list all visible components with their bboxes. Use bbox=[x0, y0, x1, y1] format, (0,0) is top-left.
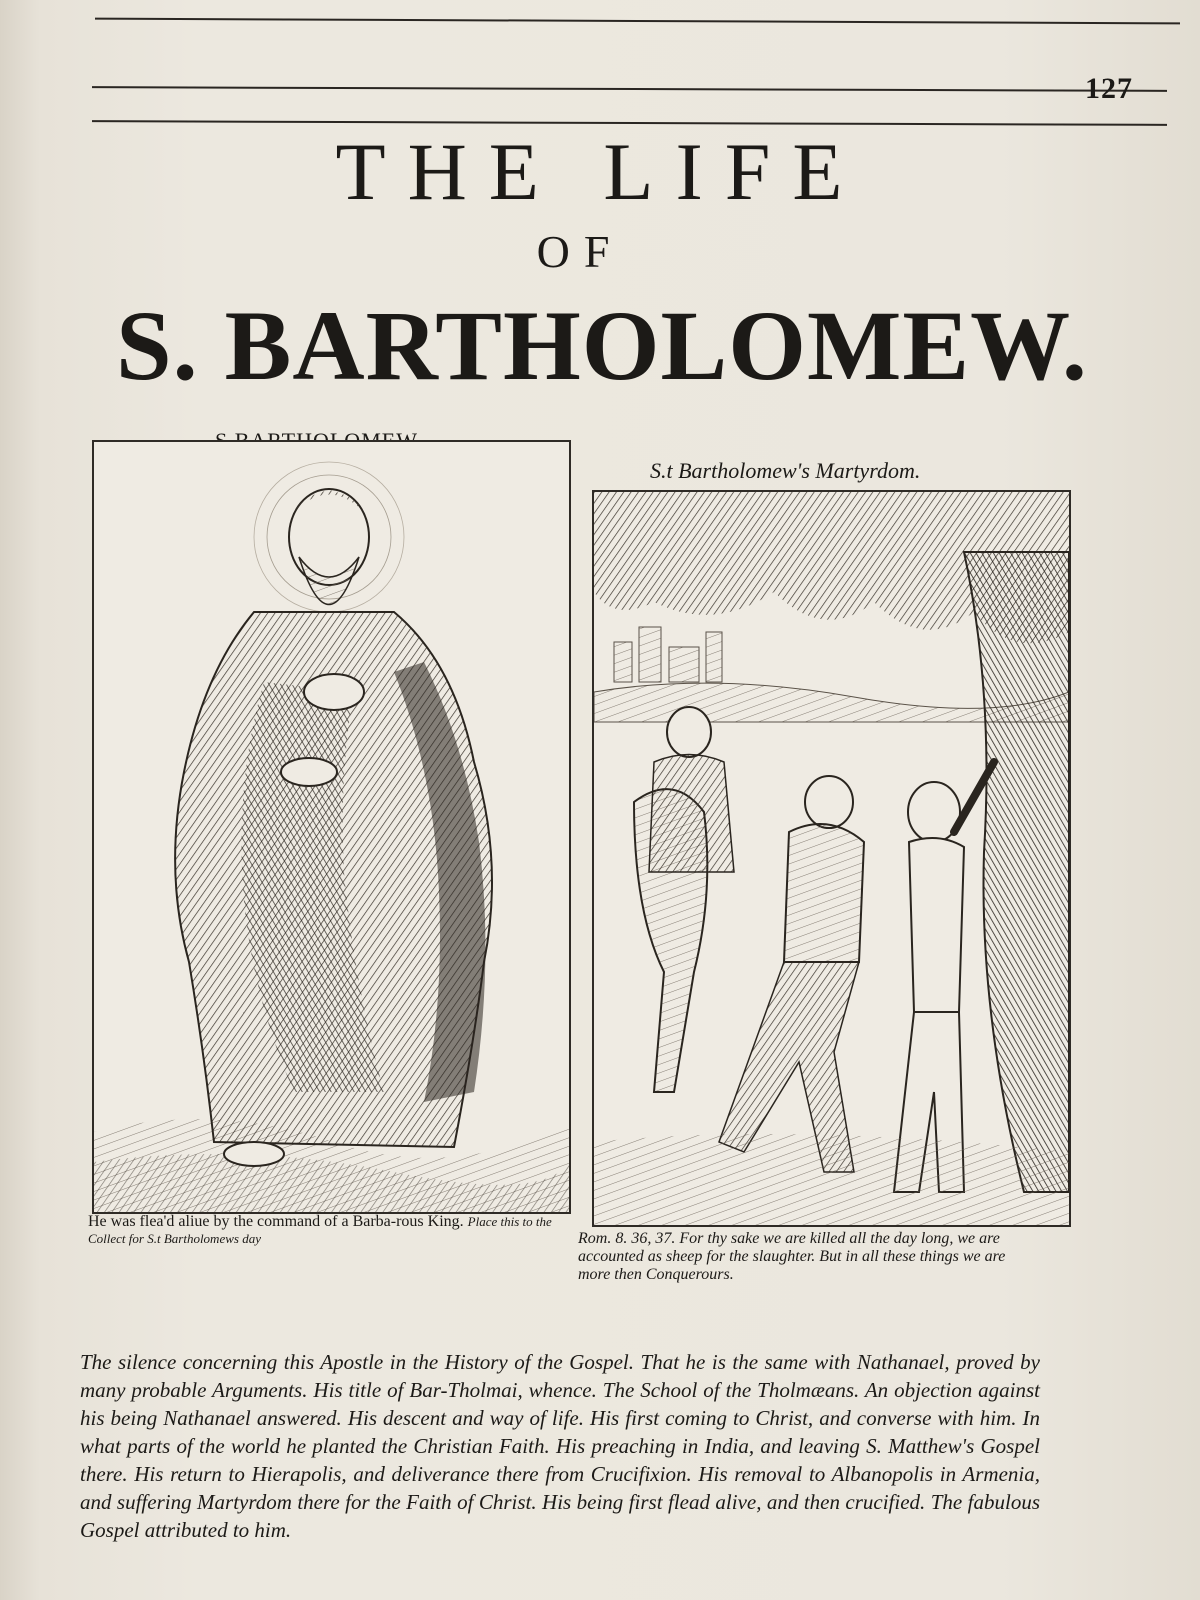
page-number: 127 bbox=[1085, 72, 1133, 105]
top-rule bbox=[95, 18, 1180, 25]
right-plate-subcaption: Rom. 8. 36, 37. For thy sake we are killed all the day long, we are accounted as sheep for the slaughter. But in all these things we are more then Conquerours. bbox=[578, 1230, 1006, 1283]
title-line-1: THE LIFE bbox=[335, 126, 865, 217]
left-plate-note: Place this to the Collect for S.t Bartholomews day bbox=[88, 1214, 552, 1246]
title-line-2: OF bbox=[536, 226, 624, 277]
left-plate-subcaption-text: He was flea'd aliue by the command of a Barba-rous King. bbox=[88, 1213, 464, 1230]
martyrdom-illustration bbox=[594, 492, 1069, 1225]
apostle-engraving bbox=[92, 440, 571, 1214]
chapter-summary-text: The silence concerning this Apostle in the History of the Gospel. That he is the same with Nathanael, proved by many probable Arguments. His title of Bar-Tholmai, whence. The School of the Tholmæans. An objection against his being Nathanael answered. His descent and way of life. His first coming to Christ, and converse with him. In what parts of the world he planted the Christian Faith. His preaching in India, and leaving S. Matthew's Gospel there. His return to Hierapolis, and deliverance there from Crucifixion. His removal to Albanopolis in Armenia, and suffering Martyrdom there for the Faith of Christ. His being first flead alive, and then crucified. The fabulous Gospel attributed to him. bbox=[80, 1350, 1040, 1542]
martyrdom-engraving bbox=[592, 490, 1071, 1227]
header-rule bbox=[92, 86, 1167, 92]
title-line-3: S. BARTHOLOMEW. bbox=[116, 290, 1088, 401]
left-plate-subcaption bbox=[88, 1213, 570, 1247]
chapter-summary bbox=[80, 1348, 1040, 1544]
apostle-illustration bbox=[94, 442, 569, 1212]
right-plate-caption: S.t Bartholomew's Martyrdom. bbox=[650, 458, 921, 483]
